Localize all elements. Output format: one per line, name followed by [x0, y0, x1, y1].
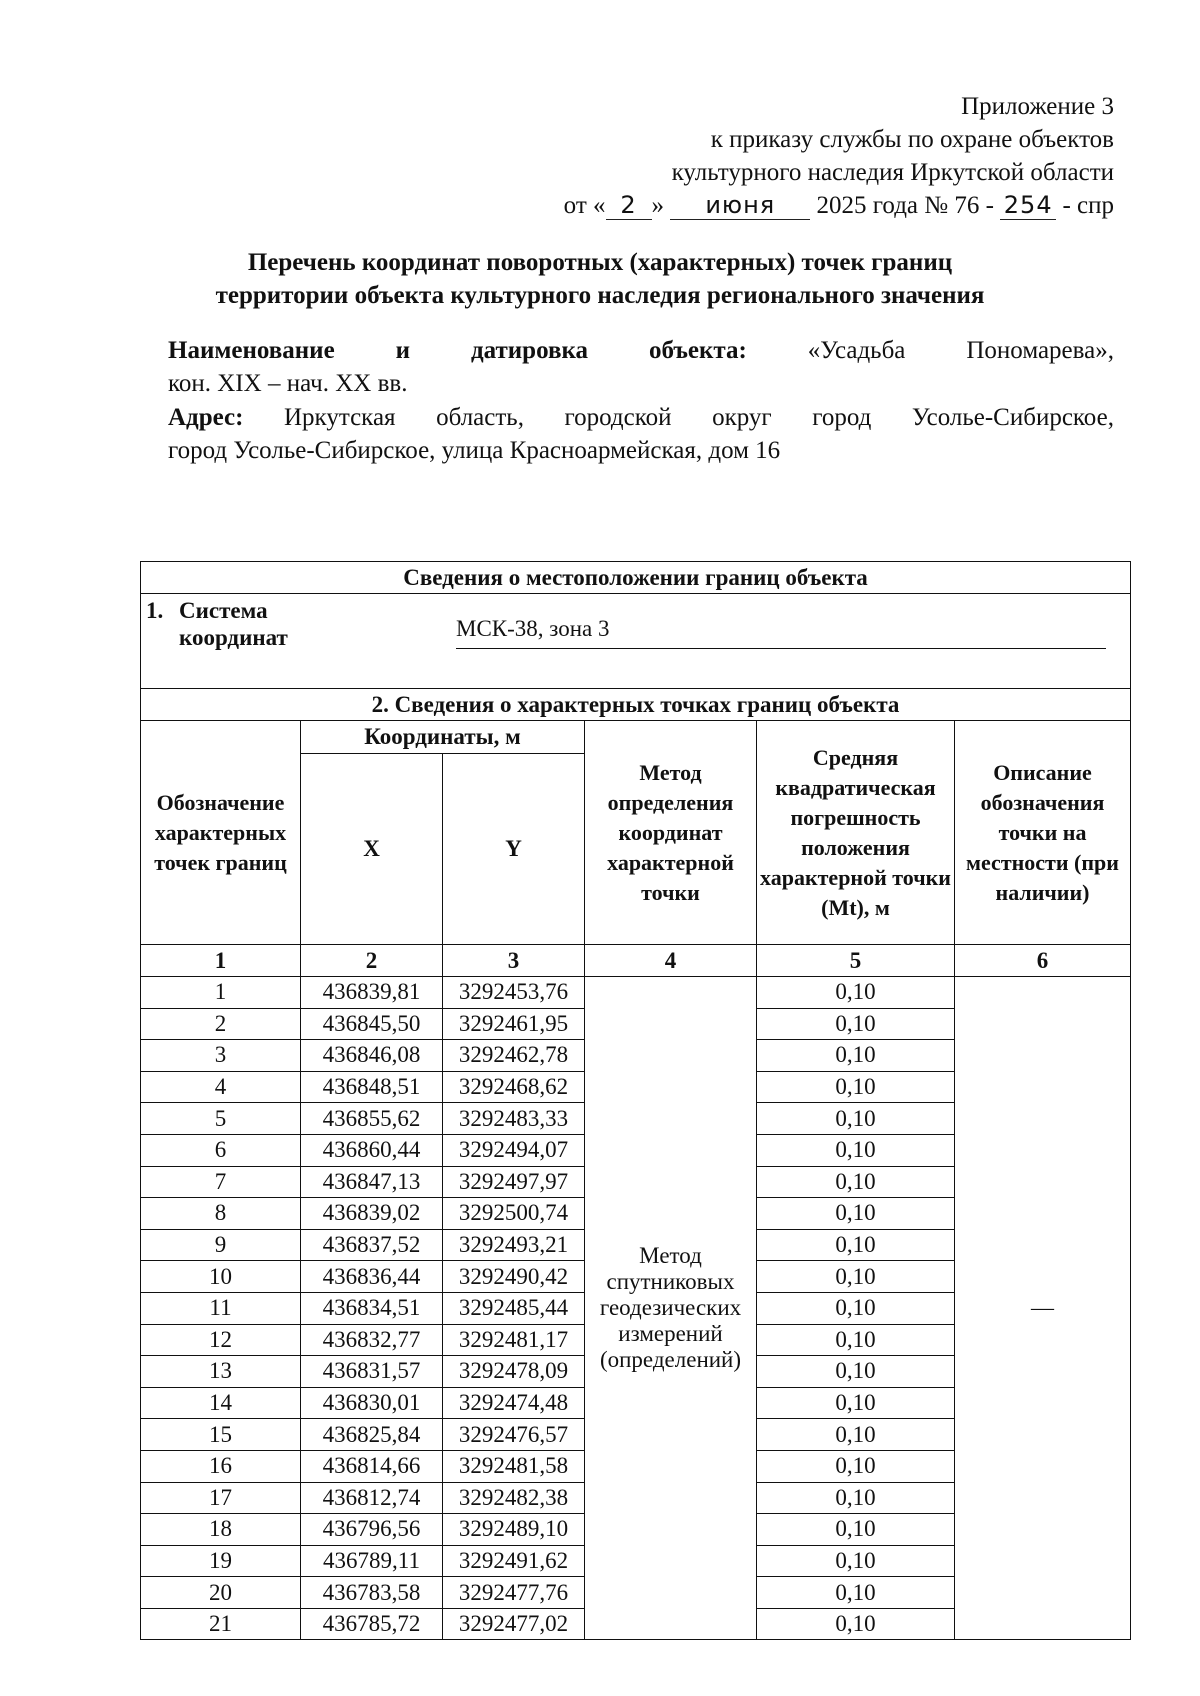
point-number-cell: 5: [141, 1103, 301, 1135]
date-month-handwritten: июня: [670, 191, 810, 220]
error-cell: 0,10: [757, 1166, 955, 1198]
date-year: 2025 года № 76 -: [816, 192, 994, 219]
point-number-cell: 8: [141, 1198, 301, 1230]
x-coordinate-cell: 436848,51: [301, 1071, 443, 1103]
error-cell: 0,10: [757, 977, 955, 1009]
error-cell: 0,10: [757, 1356, 955, 1388]
x-coordinate-cell: 436845,50: [301, 1008, 443, 1040]
point-number-cell: 12: [141, 1324, 301, 1356]
y-coordinate-cell: 3292493,21: [443, 1229, 585, 1261]
point-number-cell: 19: [141, 1545, 301, 1577]
x-coordinate-cell: 436783,58: [301, 1577, 443, 1609]
y-coordinate-cell: 3292490,42: [443, 1261, 585, 1293]
appendix-order-ref: к приказу службы по охране объектов: [710, 126, 1114, 153]
x-coordinate-cell: 436814,66: [301, 1450, 443, 1482]
col-header-y: Y: [443, 754, 585, 945]
y-coordinate-cell: 3292494,07: [443, 1134, 585, 1166]
appendix-header: [474, 90, 1114, 222]
address-line1: [168, 401, 1114, 434]
point-number-cell: 16: [141, 1450, 301, 1482]
address-word: Иркутская: [284, 404, 396, 431]
points-section-title: 2. Сведения о характерных точках границ объекта: [141, 689, 1131, 721]
x-coordinate-cell: 436832,77: [301, 1324, 443, 1356]
x-coordinate-cell: 436830,01: [301, 1387, 443, 1419]
y-coordinate-cell: 3292474,48: [443, 1387, 585, 1419]
address-word: округ: [712, 404, 772, 431]
point-number-cell: 9: [141, 1229, 301, 1261]
address-line2: город Усолье-Сибирское, улица Красноармейская, дом 16: [168, 437, 781, 464]
x-coordinate-cell: 436837,52: [301, 1229, 443, 1261]
col-header-error: Средняя квадратическая погрешность положения характерной точки (Mt), м: [757, 721, 955, 945]
error-cell: 0,10: [757, 1292, 955, 1324]
object-dating: кон. XIX – нач. XX вв.: [168, 370, 408, 397]
x-coordinate-cell: 436831,57: [301, 1356, 443, 1388]
x-coordinate-cell: 436846,08: [301, 1040, 443, 1072]
address-label: Адрес:: [168, 404, 244, 431]
col-header-coords: Координаты, м: [301, 721, 585, 754]
document-title-line1: Перечень координат поворотных (характерных) точек границ: [247, 249, 953, 276]
coord-system-number: 1.: [146, 598, 164, 623]
name-value-word: Пономарева»,: [966, 337, 1114, 364]
coord-system-label: Система координат: [179, 598, 288, 650]
x-coordinate-cell: 436860,44: [301, 1134, 443, 1166]
error-cell: 0,10: [757, 1229, 955, 1261]
point-number-cell: 3: [141, 1040, 301, 1072]
point-number-cell: 1: [141, 977, 301, 1009]
point-number-cell: 11: [141, 1292, 301, 1324]
appendix-title: Приложение 3: [961, 93, 1114, 120]
point-number-cell: 6: [141, 1134, 301, 1166]
y-coordinate-cell: 3292468,62: [443, 1071, 585, 1103]
coord-system-row: [141, 594, 1131, 689]
coord-system-label-block: [146, 597, 319, 651]
x-coordinate-cell: 436834,51: [301, 1292, 443, 1324]
y-coordinate-cell: 3292500,74: [443, 1198, 585, 1230]
x-coordinate-cell: 436789,11: [301, 1545, 443, 1577]
y-coordinate-cell: 3292481,58: [443, 1450, 585, 1482]
point-number-cell: 14: [141, 1387, 301, 1419]
doc-number-handwritten: 254: [1000, 191, 1056, 220]
document-title: [150, 246, 1050, 312]
address-word: город: [812, 404, 872, 431]
address-word: городской: [564, 404, 672, 431]
y-coordinate-cell: 3292485,44: [443, 1292, 585, 1324]
error-cell: 0,10: [757, 1608, 955, 1640]
y-coordinate-cell: 3292477,76: [443, 1577, 585, 1609]
appendix-org: культурного наследия Иркутской области: [671, 159, 1114, 186]
x-coordinate-cell: 436847,13: [301, 1166, 443, 1198]
y-coordinate-cell: 3292453,76: [443, 977, 585, 1009]
error-cell: 0,10: [757, 1577, 955, 1609]
name-label-word: Наименование: [168, 337, 335, 364]
doc-suffix: - спр: [1062, 192, 1114, 219]
y-coordinate-cell: 3292489,10: [443, 1514, 585, 1546]
point-number-cell: 18: [141, 1514, 301, 1546]
error-cell: 0,10: [757, 1103, 955, 1135]
y-coordinate-cell: 3292483,33: [443, 1103, 585, 1135]
y-coordinate-cell: 3292482,38: [443, 1482, 585, 1514]
name-value-word: «Усадьба: [807, 337, 906, 364]
col-number: 2: [301, 945, 443, 977]
error-cell: 0,10: [757, 1387, 955, 1419]
point-number-cell: 4: [141, 1071, 301, 1103]
y-coordinate-cell: 3292497,97: [443, 1166, 585, 1198]
name-label-word: датировка: [470, 337, 588, 364]
col-header-x: X: [301, 754, 443, 945]
y-coordinate-cell: 3292478,09: [443, 1356, 585, 1388]
col-number: 4: [585, 945, 757, 977]
error-cell: 0,10: [757, 1482, 955, 1514]
error-cell: 0,10: [757, 1261, 955, 1293]
name-label-word: и: [395, 337, 411, 364]
appendix-date-line: [474, 189, 1114, 222]
x-coordinate-cell: 436855,62: [301, 1103, 443, 1135]
address-word: Усолье-Сибирское,: [911, 404, 1114, 431]
error-cell: 0,10: [757, 1450, 955, 1482]
point-number-cell: 10: [141, 1261, 301, 1293]
table-row: [141, 977, 1131, 1009]
address-word: область,: [436, 404, 524, 431]
point-number-cell: 15: [141, 1419, 301, 1451]
col-number: 1: [141, 945, 301, 977]
error-cell: 0,10: [757, 1545, 955, 1577]
date-prefix: от «: [563, 192, 606, 219]
x-coordinate-cell: 436812,74: [301, 1482, 443, 1514]
object-info: [168, 334, 1114, 467]
error-cell: 0,10: [757, 1071, 955, 1103]
coord-system-value: МСК-38, зона 3: [456, 616, 1106, 649]
y-coordinate-cell: 3292462,78: [443, 1040, 585, 1072]
error-cell: 0,10: [757, 1198, 955, 1230]
x-coordinate-cell: 436839,81: [301, 977, 443, 1009]
point-number-cell: 17: [141, 1482, 301, 1514]
date-day-handwritten: 2: [606, 191, 652, 220]
col-header-point: Обозначение характерных точек границ: [141, 721, 301, 945]
section-title: Сведения о местоположении границ объекта: [141, 562, 1131, 594]
coordinates-table: [140, 561, 1131, 1640]
x-coordinate-cell: 436796,56: [301, 1514, 443, 1546]
y-coordinate-cell: 3292461,95: [443, 1008, 585, 1040]
x-coordinate-cell: 436825,84: [301, 1419, 443, 1451]
col-number: 3: [443, 945, 585, 977]
y-coordinate-cell: 3292477,02: [443, 1608, 585, 1640]
y-coordinate-cell: 3292476,57: [443, 1419, 585, 1451]
point-number-cell: 21: [141, 1608, 301, 1640]
error-cell: 0,10: [757, 1008, 955, 1040]
error-cell: 0,10: [757, 1040, 955, 1072]
method-cell: Метод спутниковых геодезических измерений (определений): [585, 977, 757, 1640]
description-cell: —: [955, 977, 1131, 1640]
point-number-cell: 20: [141, 1577, 301, 1609]
error-cell: 0,10: [757, 1514, 955, 1546]
col-header-description: Описание обозначения точки на местности (при наличии): [955, 721, 1131, 945]
x-coordinate-cell: 436785,72: [301, 1608, 443, 1640]
error-cell: 0,10: [757, 1324, 955, 1356]
error-cell: 0,10: [757, 1419, 955, 1451]
date-mid: »: [651, 192, 665, 219]
col-number: 6: [955, 945, 1131, 977]
point-number-cell: 13: [141, 1356, 301, 1388]
col-header-method: Метод определения координат характерной точки: [585, 721, 757, 945]
object-name-line: [168, 334, 1114, 367]
y-coordinate-cell: 3292491,62: [443, 1545, 585, 1577]
point-number-cell: 7: [141, 1166, 301, 1198]
document-title-line2: территории объекта культурного наследия регионального значения: [215, 282, 985, 309]
name-label-word: объекта:: [648, 337, 747, 364]
error-cell: 0,10: [757, 1134, 955, 1166]
y-coordinate-cell: 3292481,17: [443, 1324, 585, 1356]
x-coordinate-cell: 436836,44: [301, 1261, 443, 1293]
x-coordinate-cell: 436839,02: [301, 1198, 443, 1230]
col-number: 5: [757, 945, 955, 977]
point-number-cell: 2: [141, 1008, 301, 1040]
